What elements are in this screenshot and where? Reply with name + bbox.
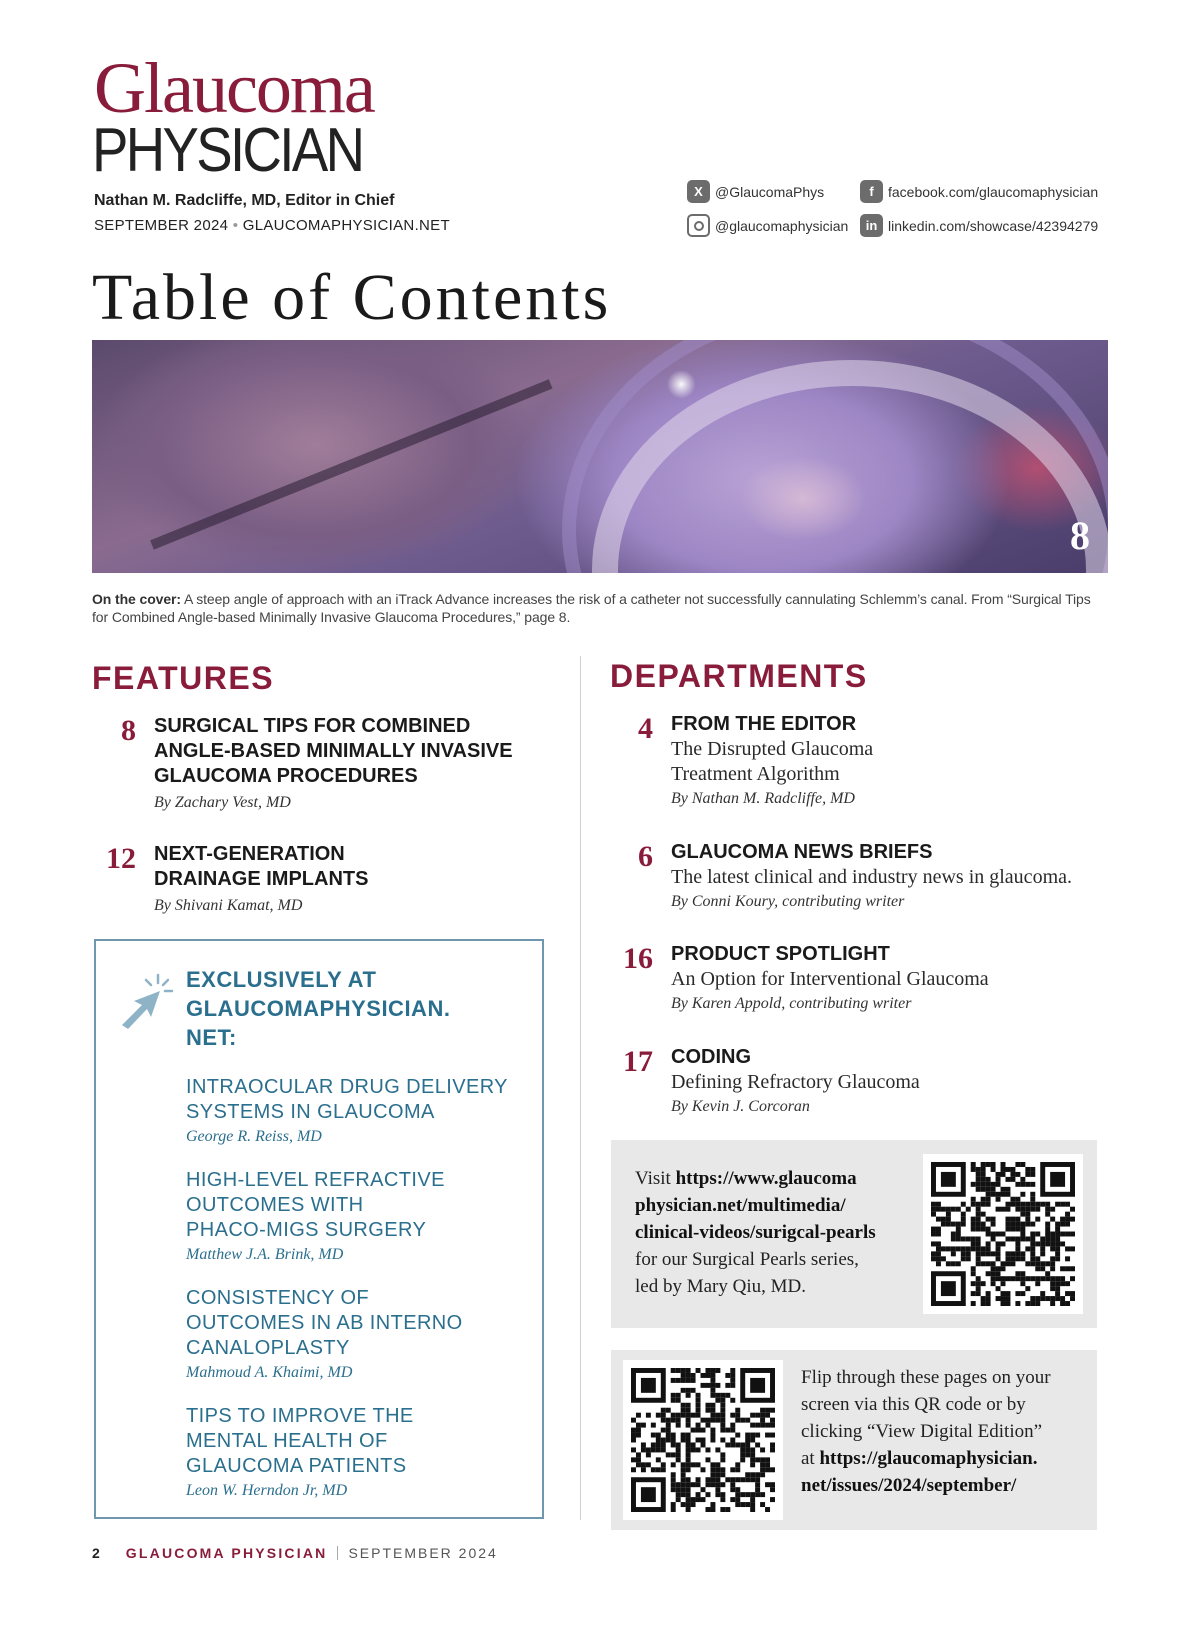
department-item[interactable]	[623, 1045, 1111, 1119]
exclusive-item-author: Matthew J.A. Brink, MD	[186, 1246, 344, 1263]
department-title: PRODUCT SPOTLIGHT	[671, 943, 890, 965]
feature-item[interactable]	[121, 714, 574, 815]
department-subtitle: An Option for Interventional Glaucoma	[671, 968, 989, 990]
department-title: CODING	[671, 1046, 751, 1068]
qr-code-digital-edition[interactable]	[623, 1360, 783, 1520]
department-page-number: 16	[623, 942, 653, 975]
digital-edition-link[interactable]: https://glaucomaphysician.	[819, 1448, 1038, 1469]
cover-caption-text: A steep angle of approach with an iTrack Advance increases the risk of a catheter not successfully cannulating Schlemm’s canal. From “Surgical Tips for Combined Angle-based Minimally Invasive Glaucoma Procedures,” page 8.	[92, 591, 1091, 625]
logo-physician: PHYSICIAN	[92, 116, 363, 185]
cover-caption	[92, 590, 1108, 626]
cursor-click-icon	[116, 971, 176, 1031]
department-page-number: 4	[638, 712, 653, 745]
department-item[interactable]	[638, 712, 1111, 811]
department-subtitle: The latest clinical and industry news in glaucoma.	[671, 866, 1072, 888]
social-linkedin-url: linkedin.com/showcase/42394279	[888, 217, 1099, 234]
department-page-number: 6	[638, 840, 653, 873]
feature-title: SURGICAL TIPS FOR COMBINED ANGLE-BASED MINIMALLY INVASIVE GLAUCOMA PROCEDURES	[154, 715, 513, 787]
social-x-handle: @GlaucomaPhys	[715, 183, 825, 200]
qr-code-surgical-pearls[interactable]	[923, 1154, 1083, 1314]
editor-in-chief: Nathan M. Radcliffe, MD, Editor in Chief	[94, 192, 395, 209]
department-byline: By Conni Koury, contributing writer	[671, 893, 905, 910]
website-link[interactable]: GLAUCOMAPHYSICIAN.NET	[242, 217, 450, 234]
exclusive-item[interactable]	[186, 1404, 531, 1503]
qr-code-icon	[631, 1368, 775, 1512]
social-facebook[interactable]	[860, 180, 1098, 203]
footer-page-number: 2	[92, 1545, 102, 1561]
exclusive-item-title: TIPS TO IMPROVE THE MENTAL HEALTH OF GLAUCOMA PATIENTS	[186, 1405, 414, 1477]
features-heading: FEATURES	[92, 660, 275, 696]
exclusive-item-title: CONSISTENCY OF OUTCOMES IN AB INTERNO CANALOPLASTY	[186, 1287, 463, 1359]
social-x[interactable]	[687, 180, 824, 203]
facebook-icon: f	[860, 180, 883, 203]
feature-byline: By Zachary Vest, MD	[154, 794, 291, 811]
exclusive-item-author: Mahmoud A. Khaimi, MD	[186, 1364, 353, 1381]
feature-page-number: 12	[106, 842, 136, 875]
issue-line	[94, 217, 450, 234]
page-footer	[92, 1545, 498, 1561]
logo-glaucoma: Glaucoma	[94, 48, 374, 128]
footer-separator	[337, 1546, 338, 1560]
surgical-pearls-link[interactable]: https://www.glaucoma	[675, 1168, 857, 1189]
department-page-number: 17	[623, 1045, 653, 1078]
social-linkedin[interactable]	[860, 214, 1098, 237]
exclusive-item-author: George R. Reiss, MD	[186, 1128, 322, 1145]
qr-code-icon	[931, 1162, 1075, 1306]
feature-title: NEXT-GENERATION DRAINAGE IMPLANTS	[154, 843, 369, 890]
linkedin-icon: in	[860, 214, 883, 237]
department-byline: By Kevin J. Corcoran	[671, 1098, 810, 1115]
x-icon: X	[687, 180, 710, 203]
digital-edition-promo	[611, 1350, 1097, 1530]
exclusive-heading: EXCLUSIVELY AT GLAUCOMAPHYSICIAN. NET:	[186, 967, 451, 1050]
feature-byline: By Shivani Kamat, MD	[154, 897, 303, 914]
surgical-pearls-text: Visit https://www.glaucoma physician.net/multimedia/ clinical-videos/surigcal-pearls for our Surgical Pearls series, led by Mary Qiu, MD.	[635, 1168, 876, 1297]
exclusive-item-author: Leon W. Herndon Jr, MD	[186, 1482, 348, 1499]
department-byline: By Karen Appold, contributing writer	[671, 995, 912, 1012]
digital-edition-text: Flip through these pages on your screen via this QR code or by clicking “View Digital Edition” at https://glaucomaphysician. net/issues/2024/september/	[801, 1367, 1051, 1496]
feature-page-number: 8	[121, 714, 136, 747]
footer-magazine-name: GLAUCOMA PHYSICIAN	[125, 1545, 328, 1561]
department-item[interactable]	[638, 840, 1111, 914]
feature-item[interactable]	[106, 842, 574, 918]
cover-page-number: 8	[1070, 513, 1090, 558]
page-title: Table of Contents	[92, 261, 612, 334]
instagram-icon	[687, 214, 710, 237]
departments-heading: DEPARTMENTS	[610, 658, 868, 694]
exclusive-item-title: INTRAOCULAR DRUG DELIVERY SYSTEMS IN GLAUCOMA	[186, 1076, 508, 1123]
exclusive-item[interactable]	[186, 1168, 531, 1267]
department-title: GLAUCOMA NEWS BRIEFS	[671, 841, 933, 863]
exclusive-item-title: HIGH-LEVEL REFRACTIVE OUTCOMES WITH PHACO-MIGS SURGERY	[186, 1169, 445, 1241]
issue-date: SEPTEMBER 2024	[94, 217, 229, 234]
separator-dot: •	[232, 217, 243, 234]
department-byline: By Nathan M. Radcliffe, MD	[671, 790, 855, 807]
cover-image	[92, 340, 1108, 573]
department-subtitle: The Disrupted Glaucoma Treatment Algorithm	[671, 738, 874, 785]
exclusive-box	[94, 939, 544, 1519]
department-title: FROM THE EDITOR	[671, 713, 857, 735]
social-instagram[interactable]	[687, 214, 848, 237]
exclusive-item[interactable]	[186, 1286, 531, 1385]
column-divider	[580, 656, 581, 1520]
cover-caption-label: On the cover:	[92, 591, 181, 607]
exclusive-item[interactable]	[186, 1075, 531, 1149]
department-subtitle: Defining Refractory Glaucoma	[671, 1071, 920, 1093]
social-instagram-handle: @glaucomaphysician	[715, 217, 849, 234]
department-item[interactable]	[623, 942, 1111, 1016]
social-facebook-url: facebook.com/glaucomaphysician	[888, 183, 1099, 200]
surgical-pearls-promo	[611, 1140, 1097, 1328]
footer-date: SEPTEMBER 2024	[348, 1545, 498, 1561]
